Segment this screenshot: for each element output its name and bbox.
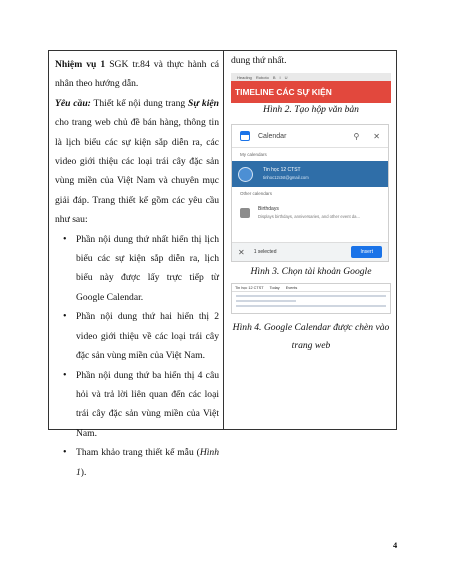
toolbar-item: U — [284, 74, 288, 80]
editor-toolbar — [231, 73, 391, 81]
timeline-banner: TIMELINE CÁC SỰ KIỆN — [231, 81, 391, 103]
event-line — [236, 305, 386, 307]
list-item-suffix: ). — [80, 466, 87, 478]
calendar-bar-item: Events — [285, 285, 298, 290]
selected-account — [232, 161, 388, 187]
task-text: SGK tr.84 và thực hành cá nhân theo hướng dẫn. — [55, 59, 220, 90]
list-item: • Phần nội dung thứ ba hiển thị 4 câu hỏi và trả lời liên quan đến các loại trái cây đặc sản vùng miền của Việt Nam. — [76, 366, 219, 444]
toolbar-item: Heading — [237, 74, 252, 80]
figure-ref: Hình 1 — [76, 447, 219, 478]
content-table — [48, 50, 397, 478]
account-name: Tin học 12 CTST — [263, 167, 301, 173]
figure-2-screenshot — [231, 73, 391, 103]
task-column — [55, 55, 219, 482]
birthday-icon — [240, 208, 250, 218]
figure-2-caption: Hình 2. Tạo hộp văn bản — [263, 104, 359, 115]
calendar-bar-item: Today — [269, 285, 280, 290]
list-item: • Phần nội dung thứ nhất hiển thị lịch biểu các sự kiện sắp diễn ra, lịch biểu này được lấy trực tiếp từ Google Calendar. — [76, 230, 219, 308]
task-label: Nhiệm vụ 1 — [55, 59, 106, 70]
figure-4-screenshot — [231, 283, 391, 314]
event-line — [236, 300, 296, 302]
figure-3-caption: Hình 3. Chọn tài khoản Google — [250, 266, 372, 277]
calendar-icon — [240, 131, 250, 141]
figure-column — [226, 51, 396, 429]
avatar — [238, 167, 253, 182]
search-icon: ⚲ — [353, 131, 360, 141]
birthdays-title: Birthdays — [258, 206, 279, 212]
account-info — [263, 167, 309, 181]
task-paragraph — [55, 55, 219, 94]
dialog-title: Calendar — [258, 132, 287, 140]
toolbar-item: Roboto — [255, 74, 269, 80]
birthdays-info — [258, 206, 360, 220]
list-item — [76, 443, 219, 482]
account-email: tinhoc12ctst@gmail.com — [263, 175, 309, 180]
other-calendars-label: Other calendars — [240, 191, 273, 196]
toolbar-item: I — [279, 74, 281, 80]
requirement-text: Thiết kế nội dung trang — [90, 97, 189, 109]
requirement-list — [55, 230, 219, 482]
requirement-label: Yêu cầu: — [55, 97, 91, 109]
column-divider — [223, 51, 224, 429]
list-item: • Phần nội dung thứ hai hiển thị 2 video giới thiệu về các loại trái cây đặc sản vùng miền của Việt Nam. — [76, 307, 219, 365]
figure-3-screenshot — [231, 124, 389, 262]
page-name: Sự kiện — [188, 97, 219, 109]
list-item-text: Tham khảo trang thiết kế mẫu ( — [76, 447, 200, 459]
birthdays-row — [232, 202, 388, 224]
toolbar-item: B — [272, 74, 276, 80]
birthdays-desc: Displays birthdays, anniversaries, and other event da... — [258, 214, 360, 219]
event-line — [236, 295, 386, 297]
close-icon: ✕ — [373, 131, 380, 141]
dialog-footer — [232, 242, 388, 261]
requirement-text-cont: cho trang web chủ đề bán hàng, thông tin là lịch biểu các sự kiện sắp diễn ra, các video giới thiệu các loại trái cây đặc sản vùng miền của Việt Nam và chuyên mục giải đáp. Trang thiết kế gồm các yêu cầu như sau: — [55, 117, 219, 226]
close-icon: ✕ — [238, 247, 245, 257]
requirement-paragraph — [55, 94, 219, 230]
continued-text: dung thứ nhất. — [231, 55, 287, 66]
figure-4-caption: Hình 4. Google Calendar được chèn vào trang web — [232, 322, 390, 351]
page-number: 4 — [393, 541, 398, 550]
insert-button: Insert — [351, 246, 382, 258]
my-calendars-label: My calendars — [240, 152, 267, 157]
calendar-dialog-header — [232, 125, 388, 148]
selected-count: 1 selected — [253, 249, 277, 255]
calendar-bar-item: Tin học 12 CTST — [235, 285, 264, 290]
embedded-calendar-bar — [232, 284, 390, 292]
